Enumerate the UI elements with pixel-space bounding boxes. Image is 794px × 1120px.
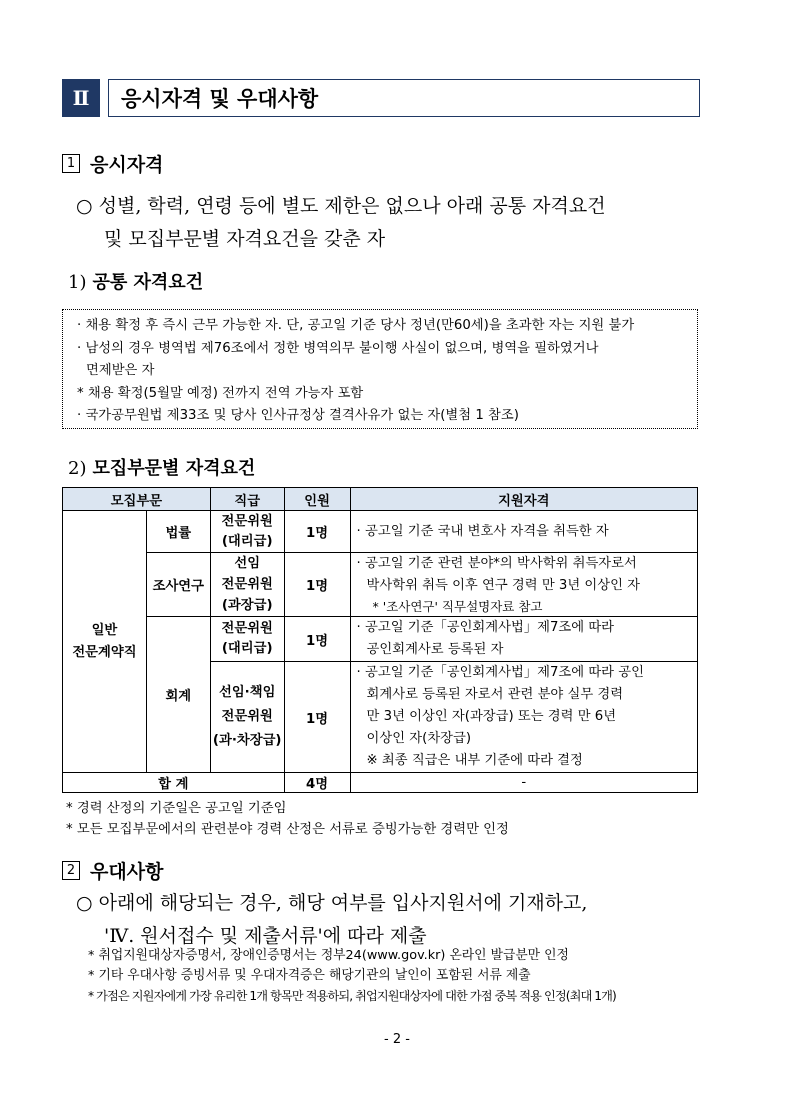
qualification-intro xyxy=(76,190,606,256)
total-row xyxy=(63,773,698,793)
section-number: 2 xyxy=(62,861,80,880)
section-number: 1 xyxy=(62,154,80,173)
qualification-cell xyxy=(350,553,697,617)
header-count: 인원 xyxy=(284,488,350,511)
chapter-header xyxy=(62,79,700,117)
req-item: · 남성의 경우 병역법 제76조에서 정한 병역의무 불이행 사실이 없으며, 병역을 필하였거나 xyxy=(77,340,599,356)
qualification-line: · 공고일 기준「공인회계사법」제7조에 따라 공인 xyxy=(356,665,644,680)
table-header-row xyxy=(63,488,698,511)
intro-line-1: ○ 성별, 학력, 연령 등에 별도 제한은 없으나 아래 공통 자격요건 xyxy=(76,195,606,217)
req-item: * 채용 확정(5월말 예정) 전까지 전역 가능자 포함 xyxy=(77,385,364,401)
section-preference-heading xyxy=(62,857,163,884)
count-cell: 1명 xyxy=(284,662,350,773)
preference-intro xyxy=(76,887,587,953)
common-requirements-box xyxy=(62,309,698,429)
grade-cell: 전문위원 (대리급) xyxy=(210,617,284,662)
chapter-number: Ⅱ xyxy=(62,79,100,117)
req-item: · 채용 확정 후 즉시 근무 가능한 자. 단, 공고일 기준 당사 정년(만60세)을 초과한 자는 지원 불가 xyxy=(77,318,635,333)
field-cell: 회계 xyxy=(146,617,210,773)
qualification-line: 만 3년 이상인 자(과장급) 또는 경력 만 6년 xyxy=(366,709,617,724)
count-cell: 1명 xyxy=(284,617,350,662)
section-title: 우대사항 xyxy=(90,861,164,883)
table-row xyxy=(63,617,698,662)
qualification-note: ※ 최종 직급은 내부 기준에 따라 결정 xyxy=(366,753,583,768)
req-item: 면제받은 자 xyxy=(86,363,155,378)
total-count: 4명 xyxy=(284,773,350,793)
qualification-cell xyxy=(350,617,697,662)
qualification-line: 공인회계사로 등록된 자 xyxy=(366,642,504,657)
table-row xyxy=(63,511,698,553)
chapter-title-box xyxy=(108,79,700,117)
preference-notes xyxy=(88,946,616,1006)
table-notes xyxy=(66,798,509,840)
preference-line: 'Ⅳ. 원서접수 및 제출서류'에 따라 제출 xyxy=(104,925,427,947)
chapter-title: 응시자격 및 우대사항 xyxy=(121,87,319,111)
total-qualification: - xyxy=(350,773,697,793)
subsection-number: 2) xyxy=(68,458,87,479)
header-qualification: 지원자격 xyxy=(350,488,697,511)
table-note: * 모든 모집부문에서의 관련분야 경력 산정은 서류로 증빙가능한 경력만 인정 xyxy=(66,822,509,837)
qualification-line: 이상인 자(차장급) xyxy=(366,731,472,746)
count-cell: 1명 xyxy=(284,553,350,617)
qualification-note: * '조사연구' 직무설명자료 참고 xyxy=(372,599,543,614)
preference-note: * 취업지원대상자증명서, 장애인증명서는 정부24(www.gov.kr) 온라인 발급분만 인정 xyxy=(88,948,569,963)
qualification-line: 박사학위 취득 이후 연구 경력 만 3년 이상인 자 xyxy=(366,578,641,593)
preference-line: ○ 아래에 해당되는 경우, 해당 여부를 입사지원서에 기재하고, xyxy=(76,892,588,914)
grade-cell: 선임 전문위원 (과장급) xyxy=(210,553,284,617)
table-note: * 경력 산정의 기준일은 공고일 기준임 xyxy=(66,801,287,816)
subsection-title: 공통 자격요건 xyxy=(92,272,204,293)
group-cell: 일반 전문계약직 xyxy=(63,511,147,773)
total-label: 합 계 xyxy=(63,773,285,793)
recruitment-table xyxy=(62,487,698,793)
section-qualification-heading xyxy=(62,150,163,177)
count-cell: 1명 xyxy=(284,511,350,553)
common-requirements-heading xyxy=(68,268,203,294)
qualification-cell: · 공고일 기준 국내 변호사 자격을 취득한 자 xyxy=(350,511,697,553)
section-title: 응시자격 xyxy=(90,154,164,176)
qualification-line: · 공고일 기준「공인회계사법」제7조에 따라 xyxy=(356,620,615,635)
preference-note: * 가점은 지원자에게 가장 유리한 1개 항목만 적용하되, 취업지원대상자에 대한 가점 중복 적용 인정(최대 1개) xyxy=(88,989,616,1003)
subsection-number: 1) xyxy=(68,272,87,293)
grade-cell: 선임·책임 전문위원 (과·차장급) xyxy=(210,662,284,773)
table-row xyxy=(63,553,698,617)
intro-line-2: 및 모집부문별 자격요건을 갖춘 자 xyxy=(104,228,386,250)
field-cell: 조사연구 xyxy=(146,553,210,617)
department-requirements-heading xyxy=(68,454,255,480)
req-item: · 국가공무원법 제33조 및 당사 인사규정상 결격사유가 없는 자(별첨 1 참조) xyxy=(77,408,519,423)
field-cell: 법률 xyxy=(146,511,210,553)
header-department: 모집부문 xyxy=(63,488,211,511)
page-number: - 2 - xyxy=(384,1032,410,1047)
grade-cell: 전문위원 (대리급) xyxy=(210,511,284,553)
qualification-line: 회계사로 등록된 자로서 관련 분야 실무 경력 xyxy=(366,687,624,702)
subsection-title: 모집부문별 자격요건 xyxy=(92,458,256,479)
qualification-cell xyxy=(350,662,697,773)
qualification-line: · 공고일 기준 관련 분야*의 박사학위 취득자로서 xyxy=(356,556,637,571)
header-grade: 직급 xyxy=(210,488,284,511)
preference-note: * 기타 우대사항 증빙서류 및 우대자격증은 해당기관의 날인이 포함된 서류 제출 xyxy=(88,968,531,983)
